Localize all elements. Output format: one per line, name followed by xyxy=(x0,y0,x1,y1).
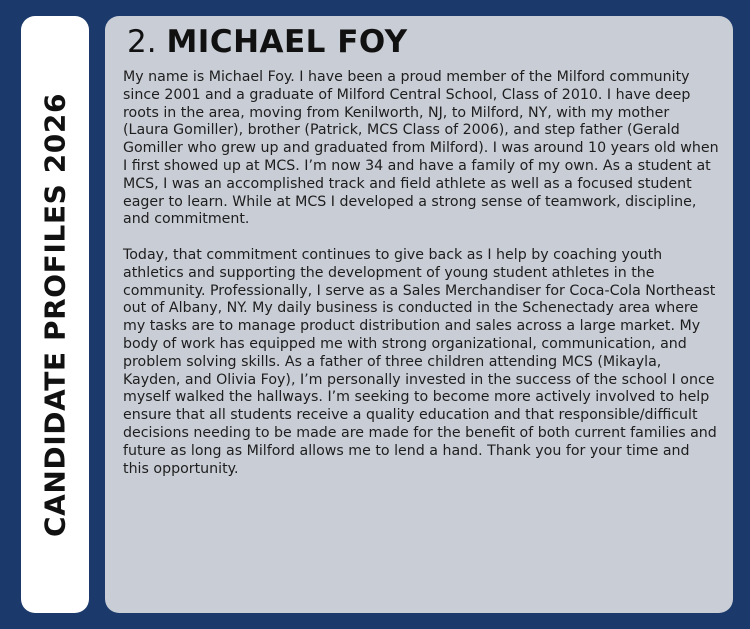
profile-heading xyxy=(127,24,408,60)
profile-card xyxy=(105,16,733,613)
bio-text xyxy=(123,69,719,496)
profile-number: 2. xyxy=(127,24,157,60)
bio-paragraph-2: Today, that commitment continues to give back as I help by coaching youth athletics and supporting the development of young student athletes in the community. Professionally, I serve as a Sales Merchandiser for Coca-Cola Northeast out of Albany, NY. My daily business is conducted in the Schenectady area where my tasks are to manage product distribution and sales across a large market. My body of work has equipped me with strong organizational, communication, and problem solving skills. As a father of three children attending MCS (Mikayla, Kayden, and Olivia Foy), I’m personally invested in the success of the school I once myself walked the hallways. I’m seeking to become more actively involved to help ensure that all students receive a quality education and that responsible/difficult decisions needing to be made are made for the benefit of both current families and future as long as Milford allows me to lend a hand. Thank you for your time and this opportunity. xyxy=(123,246,717,477)
side-title-tab xyxy=(21,16,89,613)
bio-paragraph-1: My name is Michael Foy. I have been a proud member of the Milford community since 2001 and a graduate of Milford Central School, Class of 2010. I have deep roots in the area, moving from Kenilworth, NJ, to Milford, NY, with my mother (Laura Gomiller), brother (Patrick, MCS Class of 2006), and step father (Gerald Gomiller who grew up and graduated from Milford). I was around 10 years old when I first showed up at MCS. I’m now 34 and have a family of my own. As a student at MCS, I was an accomplished track and field athlete as well as a focused student eager to learn. While at MCS I developed a strong sense of teamwork, discipline, and commitment. xyxy=(123,69,719,228)
side-title: CANDIDATE PROFILES 2026 xyxy=(38,92,72,537)
candidate-name: MICHAEL FOY xyxy=(166,24,408,60)
